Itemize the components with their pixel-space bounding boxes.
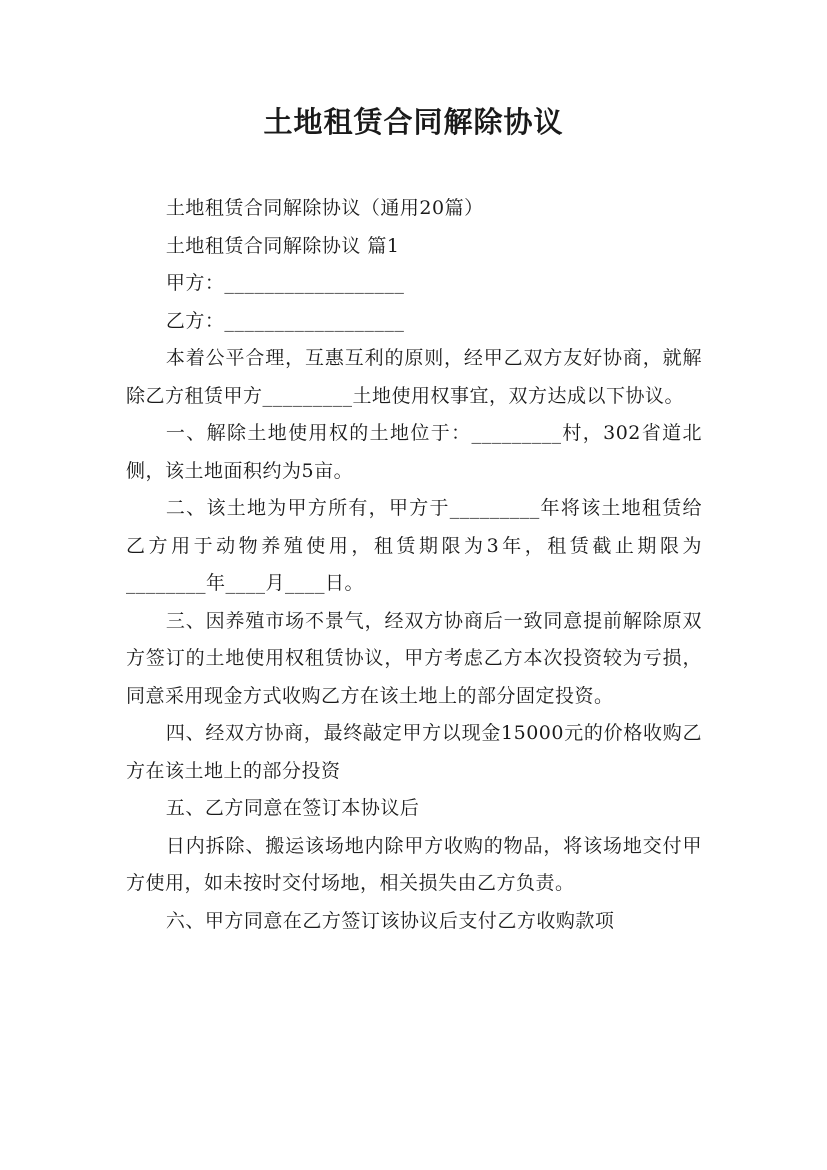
paragraph-party-a: 甲方：__________________ [165, 272, 405, 294]
paragraph-section-heading: 土地租赁合同解除协议 篇1 [165, 234, 400, 257]
document-body [126, 190, 702, 940]
paragraph-party-b: 乙方：__________________ [165, 309, 405, 332]
paragraph-clause-1: 一、解除土地使用权的土地位于：_________村，302省道北侧，该土地面积约为5亩。 [126, 422, 702, 482]
paragraph-preamble: 本着公平合理，互惠互利的原则，经甲乙双方友好协商，就解除乙方租赁甲方_________土地使用权事宜，双方达成以下协议。 [126, 347, 702, 407]
paragraph-subtitle: 土地租赁合同解除协议（通用20篇） [165, 197, 484, 219]
document-title: 土地租赁合同解除协议 [263, 105, 564, 139]
paragraph-clause-6: 六、甲方同意在乙方签订该协议后支付乙方收购款项 [165, 909, 615, 932]
paragraph-clause-5-continued: 日内拆除、搬运该场地内除甲方收购的物品，将该场地交付甲方使用，如未按时交付场地，相关损失由乙方负责。 [126, 834, 702, 894]
paragraph-clause-3: 三、因养殖市场不景气，经双方协商后一致同意提前解除原双方签订的土地使用权租赁协议，甲方考虑乙方本次投资较为亏损，同意采用现金方式收购乙方在该土地上的部分固定投资。 [126, 609, 702, 707]
paragraph-clause-5: 五、乙方同意在签订本协议后 [165, 797, 420, 819]
paragraph-clause-4: 四、经双方协商，最终敲定甲方以现金15000元的价格收购乙方在该土地上的部分投资 [126, 722, 702, 782]
paragraph-clause-2: 二、该土地为甲方所有，甲方于_________年将该土地租赁给乙方用于动物养殖使用，租赁期限为3年，租赁截止期限为________年____月____日。 [126, 497, 702, 594]
